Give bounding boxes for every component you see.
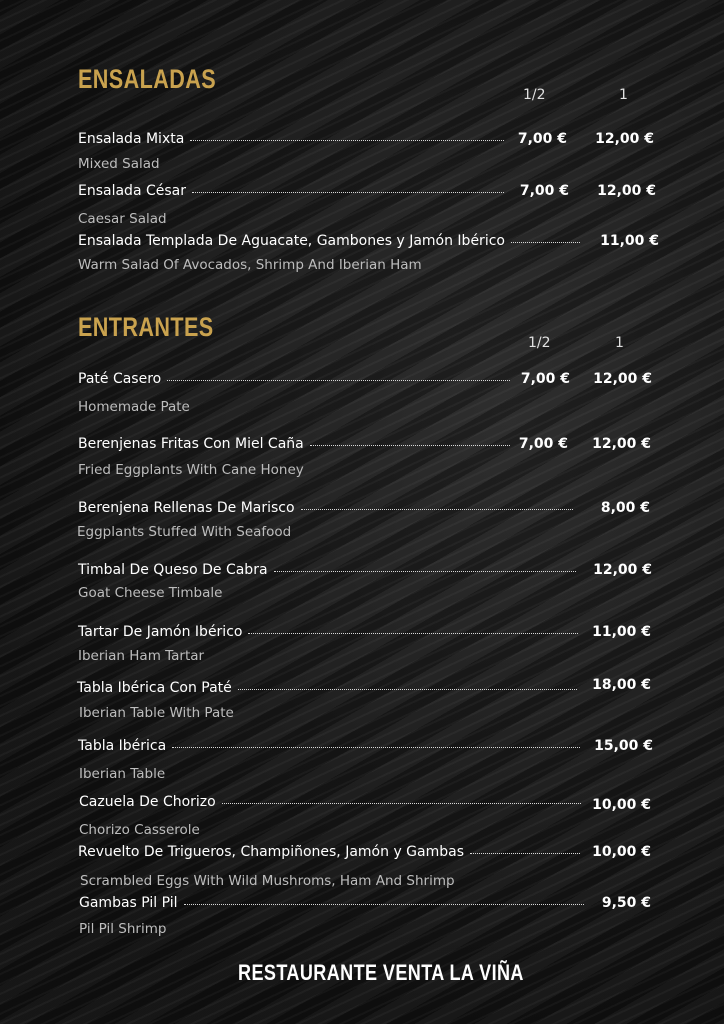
- item-description: Fried Eggplants With Cane Honey: [78, 462, 304, 478]
- column-header-full: 1: [619, 87, 628, 103]
- price-full: 10,00 €: [592, 844, 651, 860]
- item-description: Iberian Ham Tartar: [78, 648, 205, 664]
- item-description: Caesar Salad: [78, 211, 167, 227]
- price-half: 7,00 €: [520, 371, 570, 387]
- dot-leader: [511, 241, 580, 243]
- item-name: Timbal De Queso De Cabra: [78, 562, 268, 578]
- restaurant-name: RESTAURANTE VENTA LA VIÑA: [238, 960, 524, 985]
- item-description: Iberian Table: [79, 766, 166, 782]
- item-description: Eggplants Stuffed With Seafood: [77, 524, 292, 540]
- column-header-half: 1/2: [528, 335, 551, 351]
- dot-leader: [470, 852, 580, 854]
- item-name: Ensalada César: [78, 183, 186, 199]
- section-title-ensaladas: ENSALADAS: [78, 64, 217, 94]
- item-description: Warm Salad Of Avocados, Shrimp And Iberian Ham: [78, 257, 422, 273]
- price-half: 7,00 €: [517, 131, 567, 147]
- item-name: Tartar De Jamón Ibérico: [78, 624, 243, 640]
- item-name: Tabla Ibérica Con Paté: [77, 680, 232, 696]
- dot-leader: [238, 688, 577, 690]
- price-half: 7,00 €: [518, 436, 568, 452]
- item-description: Mixed Salad: [78, 156, 160, 172]
- dot-leader: [192, 191, 504, 193]
- price-full: 10,00 €: [592, 797, 651, 813]
- price-full: 8,00 €: [600, 500, 650, 516]
- price-full: 11,00 €: [592, 624, 651, 640]
- column-header-half: 1/2: [523, 87, 546, 103]
- item-name: Paté Casero: [78, 371, 162, 387]
- dot-leader: [167, 379, 510, 381]
- dot-leader: [190, 139, 504, 141]
- dot-leader: [274, 570, 576, 572]
- item-description: Scrambled Eggs With Wild Mushroms, Ham And Shrimp: [80, 873, 455, 889]
- dot-leader: [172, 746, 580, 748]
- item-name: Cazuela De Chorizo: [79, 794, 216, 810]
- item-description: Chorizo Casserole: [79, 822, 200, 838]
- price-full: 18,00 €: [592, 677, 651, 693]
- price-full: 12,00 €: [593, 371, 652, 387]
- item-description: Iberian Table With Pate: [79, 705, 234, 721]
- price-full: 12,00 €: [592, 436, 651, 452]
- price-full: 12,00 €: [593, 562, 652, 578]
- item-description: Goat Cheese Timbale: [78, 585, 223, 601]
- price-full: 11,00 €: [600, 233, 659, 249]
- dot-leader: [248, 632, 578, 634]
- price-half: 7,00 €: [519, 183, 569, 199]
- item-description: Pil Pil Shrimp: [79, 921, 167, 937]
- price-full: 12,00 €: [595, 131, 654, 147]
- dot-leader: [301, 508, 573, 510]
- item-name: Revuelto De Trigueros, Champiñones, Jamón y Gambas: [78, 844, 464, 860]
- item-name: Ensalada Templada De Aguacate, Gambones y Jamón Ibérico: [78, 233, 505, 249]
- item-name: Ensalada Mixta: [78, 131, 185, 147]
- item-description: Homemade Pate: [78, 399, 190, 415]
- item-name: Berenjena Rellenas De Marisco: [78, 500, 295, 516]
- price-full: 15,00 €: [594, 738, 653, 754]
- price-full: 9,50 €: [601, 895, 651, 911]
- item-name: Tabla Ibérica: [78, 738, 167, 754]
- item-name: Berenjenas Fritas Con Miel Caña: [78, 436, 304, 452]
- price-full: 12,00 €: [597, 183, 656, 199]
- section-title-entrantes: ENTRANTES: [78, 312, 214, 342]
- column-header-full: 1: [615, 335, 624, 351]
- dot-leader: [184, 903, 584, 905]
- item-name: Gambas Pil Pil: [79, 895, 178, 911]
- dot-leader: [222, 802, 581, 804]
- dot-leader: [310, 444, 510, 446]
